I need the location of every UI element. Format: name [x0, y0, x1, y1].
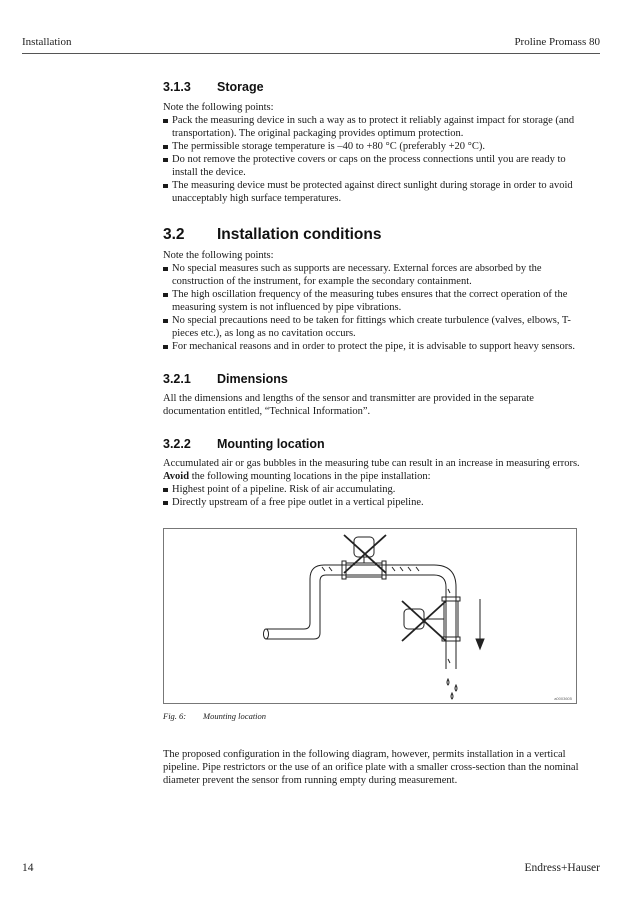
mounting-location-figure — [163, 528, 577, 704]
storage-list — [163, 114, 581, 205]
footer-brand: Endress+Hauser — [524, 862, 600, 874]
closing-paragraph: The proposed configuration in the following diagram, however, permits installation in a vertical pipeline. Pipe restrictors or the use of an orifice plate with a smaller cross-section than the nominal diameter prevent the sensor from running empty during measurement. — [163, 749, 579, 786]
header-document-title: Proline Promass 80 — [514, 36, 600, 48]
heading-storage: 3.1.3 Storage — [163, 80, 264, 94]
drip-icon — [447, 679, 457, 699]
list-item: No special measures such as supports are necessary. External forces are absorbed by the construction of the instrument, for example the secondary containment. — [163, 262, 581, 288]
heading-mounting-location: 3.2.2 Mounting location — [163, 437, 325, 451]
list-item: The permissible storage temperature is –40 to +80 °C (preferably +20 °C). — [163, 140, 581, 153]
heading-installation-conditions: 3.2 Installation conditions — [163, 226, 382, 243]
pipe-installation-diagram — [164, 529, 576, 703]
list-item: Do not remove the protective covers or caps on the process connections until you are ready to install the device. — [163, 153, 581, 179]
header-divider — [22, 53, 600, 54]
list-item: Pack the measuring device in such a way as to protect it reliably against impact for storage (and transportation). The original packaging provides optimum protection. — [163, 114, 581, 140]
figure-caption: Fig. 6: Mounting location — [163, 711, 267, 721]
pipe-vertical — [446, 599, 456, 669]
pipe-top — [344, 565, 456, 599]
page-content — [163, 78, 581, 787]
figure-code: a0003605 — [554, 696, 572, 701]
list-item: No special precautions need to be taken for fittings which create turbulence (valves, elbows, T-pieces etc.), as long as no cavitation occurs. — [163, 314, 581, 340]
pipe-open-end — [264, 629, 269, 639]
list-item: The measuring device must be protected against direct sunlight during storage in order to avoid unacceptably high surface temperatures. — [163, 179, 581, 205]
flange — [342, 561, 346, 579]
page-number: 14 — [22, 862, 34, 874]
list-item: Directly upstream of a free pipe outlet in a vertical pipeline. — [163, 496, 581, 509]
air-bubble-marks — [448, 589, 450, 663]
installation-list — [163, 262, 581, 353]
dimensions-text: All the dimensions and lengths of the sensor and transmitter are provided in the separate documentation entitled, “Technical Information”. — [163, 393, 534, 417]
flow-arrowhead — [476, 639, 484, 649]
air-bubble-marks — [322, 567, 419, 571]
installation-intro: Note the following points: — [163, 250, 274, 261]
avoid-emphasis: Avoid — [163, 471, 190, 482]
list-item: For mechanical reasons and in order to protect the pipe, it is advisable to support heavy sensors. — [163, 340, 581, 353]
pipe-top-inner — [344, 575, 446, 599]
mounting-list — [163, 483, 581, 509]
flange — [442, 597, 460, 601]
header-section-title: Installation — [22, 36, 72, 48]
mounting-text-1: Accumulated air or gas bubbles in the measuring tube can result in an increase in measuring errors. — [163, 458, 580, 469]
mounting-text-2: Avoid the following mounting locations in the pipe installation: — [163, 471, 431, 482]
list-item: The high oscillation frequency of the measuring tubes ensures that the correct operation of the measuring system is not influenced by pipe vibrations. — [163, 288, 581, 314]
heading-dimensions: 3.2.1 Dimensions — [163, 372, 288, 386]
storage-intro: Note the following points: — [163, 102, 274, 113]
list-item: Highest point of a pipeline. Risk of air accumulating. — [163, 483, 581, 496]
